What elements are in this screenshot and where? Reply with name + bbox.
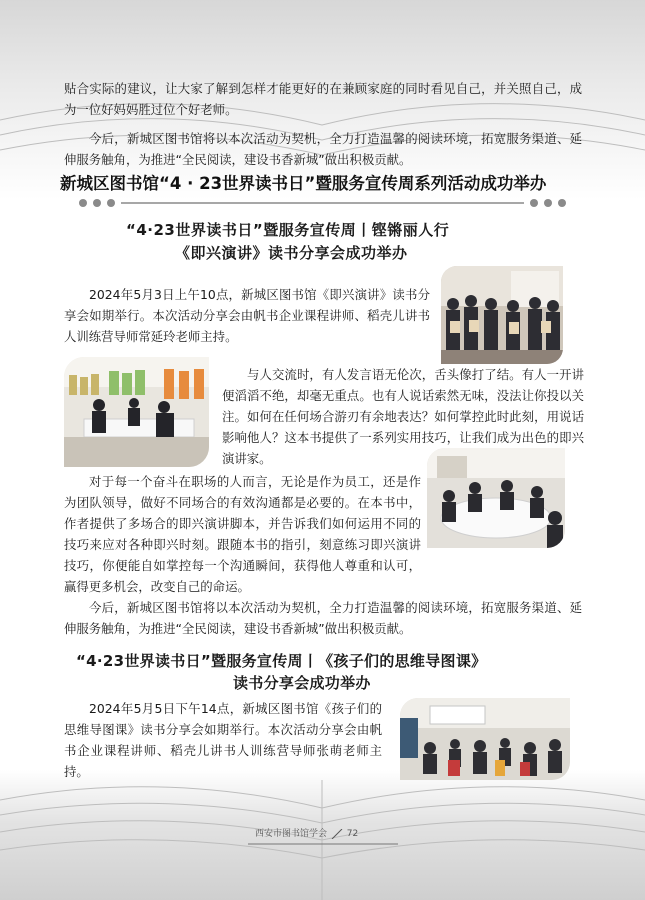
article1-title-line1: “4·23世界读书日”暨服务宣传周丨铿锵丽人行 — [126, 221, 450, 239]
article1-title-line2: 《即兴演讲》读书分享会成功举办 — [175, 244, 408, 262]
article2-title-line1: “4·23世界读书日”暨服务宣传周丨《孩子们的思维导图课》 — [76, 652, 487, 670]
footer-society-name: 西安市图书馆学会 — [255, 829, 328, 839]
footer-slash-icon — [330, 829, 344, 839]
article1-paragraph-4: 今后，新城区图书馆将以本次活动为契机，全力打造温馨的阅读环境，拓宽服务渠道、延伸服务触角，为推进“全民阅读，建设书香新城”做出积极贡献。 — [64, 600, 582, 636]
footer-underline — [248, 842, 398, 846]
article2-title-line2: 读书分享会成功举办 — [233, 674, 371, 692]
article1-paragraph-1: 2024年5月3日上午10点，新城区图书馆《即兴演讲》读书分享会如期举行。本次活动分享会由帆书企业课程讲师、稻壳儿讲书人训练营导师常延玲老师主持。 — [64, 287, 430, 344]
main-title: 新城区图书馆“4 · 23世界读书日”暨服务宣传周系列活动成功举办 — [60, 174, 547, 193]
event-photo-group — [441, 266, 563, 364]
dotted-divider — [75, 196, 570, 210]
intro-paragraph-1: 贴合实际的建议，让大家了解到怎样才能更好的在兼顾家庭的同时看见自己，并关照自己，成为一位好妈妈胜过位个好老师。 — [64, 81, 582, 117]
intro-paragraph-2: 今后，新城区图书馆将以本次活动为契机，全力打造温馨的阅读环境，拓宽服务渠道、延伸服务触角，为推进“全民阅读，建设书香新城”做出积极贡献。 — [64, 131, 582, 167]
event-photo-reading-room — [64, 357, 209, 467]
article2-paragraph-1: 2024年5月5日下午14点，新城区图书馆《孩子们的思维导图课》读书分享会如期举行。本次活动分享会由帆书企业课程讲师、稻壳儿讲书人训练营导师张萌老师主持。 — [64, 701, 382, 779]
page-footer — [255, 826, 385, 842]
article1-paragraph-2: 与人交流时，有人发言语无伦次，舌头像打了结。有人一开讲便滔滔不绝，却毫无重点。也有人说话索然无味，没法让你投以关注。如何在任何场合游刃有余地表达？如何掌控此时此刻，用说话影响他人？这本书提供了一系列实用技巧，让我们成为出色的即兴演讲家。 — [222, 367, 584, 466]
event-photo-roundtable — [427, 448, 565, 548]
article1-paragraph-3: 对于每一个奋斗在职场的人而言，无论是作为员工，还是作为团队领导，做好不同场合的有效沟通都是必要的。在本书中，作者提供了多场合的即兴演讲脚本，并告诉我们如何运用不同的技巧来应对各种即兴时刻。跟随本书的指引，刻意练习即兴演讲技巧，你便能自如掌控每一个沟通瞬间，获得他人尊重和认可，赢得更多机会，改变自己的命运。 — [64, 474, 421, 594]
event-photo-mindmap-class — [400, 698, 570, 780]
page-number: 72 — [346, 829, 359, 839]
